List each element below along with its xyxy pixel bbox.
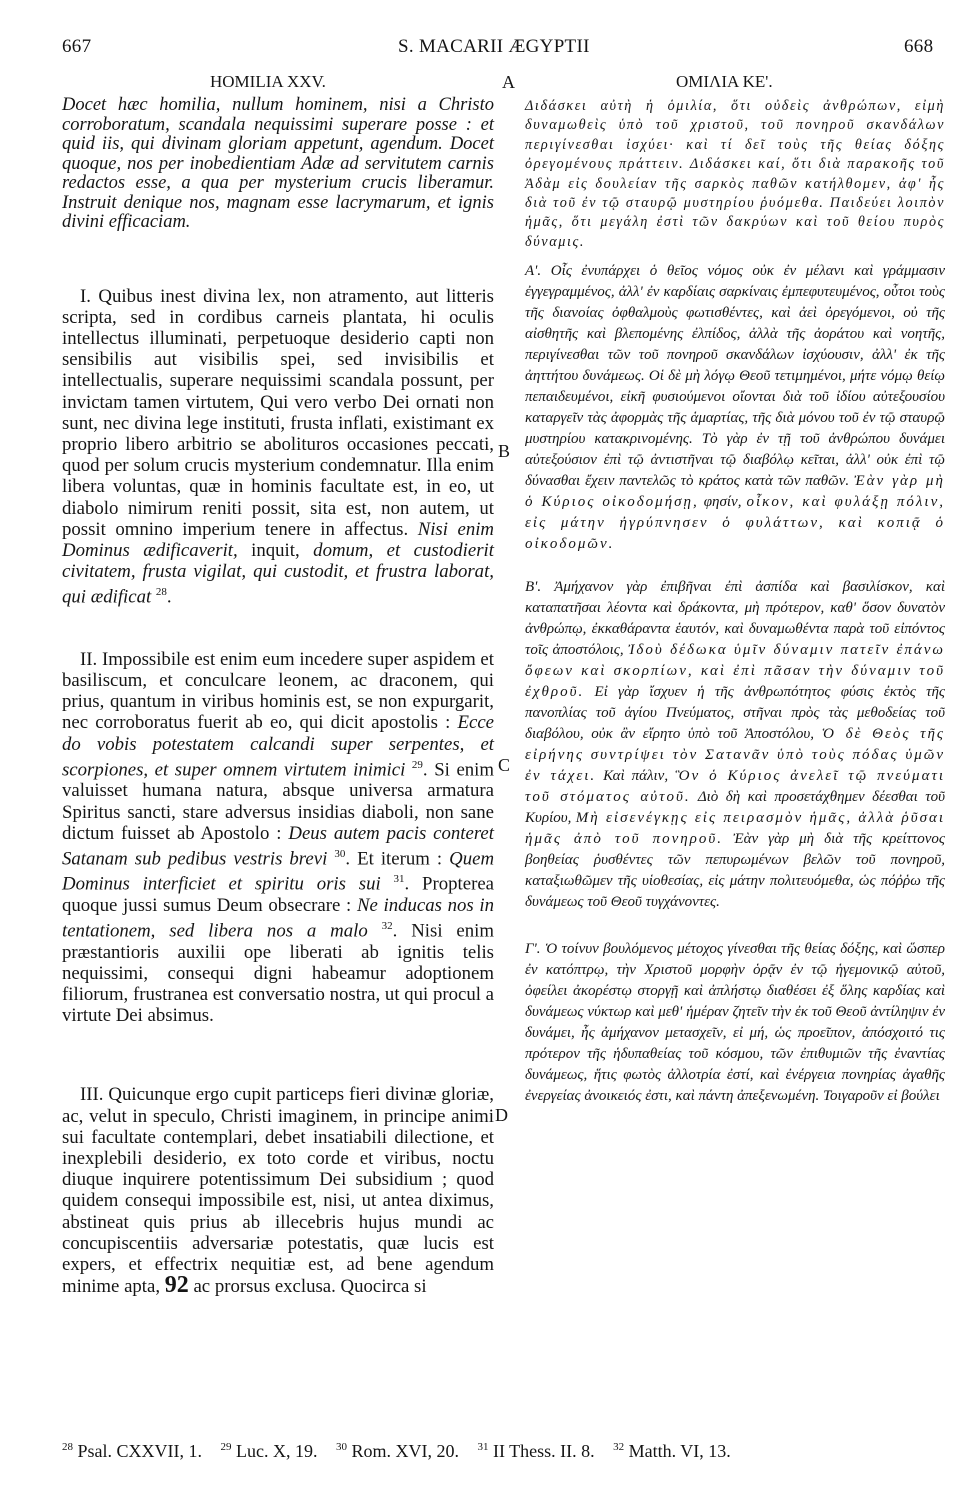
section-marker-b: B — [498, 441, 511, 461]
section-marker-d: D — [495, 1105, 508, 1125]
latin-paragraph-3 — [62, 1084, 494, 1297]
latin-paragraph-1 — [62, 286, 494, 608]
latin-p2-quote-b: Deus autem pacis conteret Satanam sub pedibus vestris brevi — [62, 822, 494, 870]
footnote-ref-30: 30 — [334, 847, 346, 860]
signature-mark: 92 — [164, 1272, 189, 1299]
right-page-number: 668 — [904, 36, 934, 57]
latin-p2-quote-a: Ecce do vobis potestatem calcandi super serpentes, et scorpiones, et super omnem virtutem inimici — [62, 712, 494, 781]
footnote-number: 31 — [477, 1441, 489, 1453]
greek-homily-title: ΟΜΙΛΙΑ ΚΕ'. — [676, 72, 773, 91]
greek-p2-text-a: Β'. Ἀμήχανον γὰρ ἐπιβῆναι ἐπὶ ἀσπίδα καὶ βασιλίσκον, καὶ καταπατῆσαι λέοντα καὶ δράκοντα, μὴ πρότερον, καθ' ὅσον δυνατὸν ἀνθρώπῳ, ἐκκαθάραντα ἑαυτόν, καὶ δυναμωθέντα παρὰ τοῦ εἰπόντος τοῖς ἀποστόλοις, — [525, 579, 945, 659]
section-marker-a: A — [502, 72, 515, 92]
latin-p2-text-a: II. Impossibile est enim eum incedere super aspidem et basiliscum, et conculcare leonem, ac draconem, qui prius, quantum in viribus hominis est, se non expurgarit, nec corroboratus fuerit ab eo, qui dicit apostolis : — [62, 648, 494, 734]
footnote-29 — [221, 1441, 318, 1461]
greek-p2-text-d: Διὸ δὴ καὶ προσετάχθημεν δέεσθαι τοῦ Κυρίου, — [525, 789, 945, 827]
latin-summary: Docet hæc homilia, nullum hominem, nisi a Christo corroboratum, scandala nequissimi superare posse : et quid iis, qui divinam gloriam appetunt, agendum. Docet quoque, nos per inobedientiam Adæ ad servitutem carnis redactos esse, a qua per mysterium crucis liberamur. Instruit denique nos, magnam esse lacrymarum, et ignis divini efficaciam. — [62, 95, 494, 232]
footnote-reference: Rom. XVI, 20. — [351, 1441, 459, 1461]
greek-p2-quote-a: Ἰδοὺ δέδωκα ὑμῖν δύναμιν πατεῖν ἐπάνω ὄφεων καὶ σκορπίων, καὶ ἐπὶ πᾶσαν τὴν δύναμιν τοῦ ἐχθροῦ. — [525, 642, 946, 701]
latin-p2-quote-c: Quem Dominus interficiet et spiritu oris sui — [62, 848, 495, 895]
greek-paragraph-2 — [525, 577, 945, 913]
latin-p2-text-b: . Si enim valuisset humana natura, absque universa armatura Spiritus sancti, stare adversus insidias diaboli, non sane dictum fuisset ab Apostolo : — [62, 759, 494, 844]
greek-paragraph-1 — [525, 261, 945, 555]
latin-column — [62, 96, 494, 1297]
latin-p3-text-a: III. Quicunque ergo cupit particeps fieri divinæ gloriæ, ac, velut in speculo, Christi imaginem, in principe animi sui facultate contemplari, debet insatiabili dilectione, et inexplebili desiderio, ex toto corde et viribus, noctu diuque inquirere potentissimum Dei subsidium ; quod quidem consequi impossibile est, nisi, ut antea diximus, abstineat quis prius ab illecebris hujus mundi ac concupiscentiis adversariæ potestatis, quæ lucis est expers, et effectrix nequitiæ est, ad bene agendum minime apta, — [62, 1084, 494, 1298]
footnote-ref-32: 32 — [381, 920, 393, 933]
footnote-number: 29 — [220, 1441, 232, 1453]
running-title: S. MACARII ÆGYPTII — [398, 36, 590, 57]
latin-p1-quote-b: domum, et custodierit civitatem, frusta vigilat, qui custodit, et frustra laborat, qui ædificat — [62, 539, 494, 608]
footnote-ref-29: 29 — [411, 758, 423, 771]
greek-p1-text-a: Α'. Οἷς ἐνυπάρχει ὁ θεῖος νόμος οὐκ ἐν μέλανι καὶ γράμμασιν ἐγγεγραμμένος, ἀλλ' ἐν καρδίαις σαρκίναις ἐμπεφυτευμένος, οὗτοι τοὺς τῆς διανοίας ὀφθαλμοὺς φωτισθέντες, καὶ ἀεὶ ὀρεγόμενοι, οὐ τῆς αἰσθητῆς καὶ βλεπομένης ἐλπίδος, ἀλλὰ τῆς ἀοράτου καὶ νοητῆς, περιγίνεσθαι τῶν τοῦ πονηροῦ σκανδάλων ἰσχύουσιν, ἀλλ' ἐκ τῆς ἀηττήτου δυνάμεως. Οἱ δὲ μὴ λόγῳ Θεοῦ τετιμημένοι, μήτε νόμῳ θείῳ πεπαιδευμένοι, εἰκῆ φυσιούμενοι οἴονται διὰ τοῦ ἰδίου αὐτεξουσίου καταργεῖν τὰς ἀφορμὰς τῆς ἁμαρτίας, τῆς διὰ μόνου τοῦ ἐν τῷ σταυρῷ μυστηρίου κατακρινομένης. Τὸ γὰρ ἐν τῇ τοῦ ἀνθρώπου δυνάμει αὐτεξούσιον ἐπὶ τῷ ἀντιστῆναι τῷ διαβόλῳ κεῖται, ἀλλ' οὐκ ἐπὶ τῷ δύνασθαι ἔχειν παντελῶς τὸ κράτος κατὰ τῶν παθῶν. — [525, 263, 945, 490]
footnote-number: 32 — [613, 1441, 625, 1453]
greek-column — [525, 97, 945, 1107]
greek-p2-quote-c: Ὃν ὁ Κύριος ἀνελεῖ τῷ πνεύματι τοῦ στόματος αὐτοῦ. — [525, 768, 945, 806]
greek-p2-quote-d: Μὴ εἰσενέγκῃς εἰς πειρασμὸν ἡμᾶς, ἀλλὰ ῥῦσαι ἡμᾶς ἀπὸ τοῦ πονηροῦ. — [525, 810, 946, 848]
greek-p2-text-c: Καὶ πάλιν, — [603, 768, 669, 785]
latin-p2-text-e: . Nisi enim præstantioris auxilii ope liberati ab ignitis telis nequissimi, consequi digni habeamur adoptionem filiorum, frustranea est conversatio nostra, ut qui procul a virtute Dei absimus. — [62, 920, 494, 1027]
latin-p1-quote-a: Nisi enim Dominus ædificaverit, — [62, 518, 494, 561]
left-page-number: 667 — [62, 36, 92, 57]
section-marker-c: C — [498, 755, 511, 775]
greek-p2-text-b: Εἰ γὰρ ἴσχυεν ἡ τῆς ἀνθρωπότητος φύσις ἐκτὸς τῆς πανοπλίας τοῦ ἁγίου Πνεύματος, στῆναι πρὸς τὰς μεθοδείας τοῦ διαβόλου, οὐκ ἂν εἴρητο ὑπὸ τοῦ Ἀποστόλου, — [525, 684, 945, 743]
latin-p1-text-b: inquit, — [251, 539, 300, 561]
footnote-32 — [613, 1441, 731, 1461]
latin-p3-text-b: ac prorsus exclusa. Quocirca si — [193, 1276, 427, 1298]
greek-p1-quote-a: Ἐὰν γὰρ μὴ ὁ Κύριος οἰκοδομήσῃ, — [525, 473, 945, 511]
greek-p3-text: Γ'. Ὁ τοίνυν βουλόμενος μέτοχος γίνεσθαι τῆς θείας δόξης, καὶ ὥσπερ ἐν κατόπτρῳ, τὴν Χριστοῦ μορφὴν ὁρᾷν ἐν τῷ ἡγεμονικῷ αὐτοῦ, ὀφείλει ἀκορέστῳ στοργῇ καὶ ἀπλήστῳ διαθέσει ἐξ ὅλης καρδίας καὶ δυνάμεως νύκτωρ καὶ μεθ' ἡμέραν ζητεῖν τὴν ἐκ τοῦ Θεοῦ ἀντίληψιν ἐν δυνάμει, ἧς ἀμήχανον μετασχεῖν, εἰ μή, ὡς προεῖπον, ἀπόσχοιτό τις πρότερον τῆς ἡδυπαθείας τοῦ κόσμου, τῶν ἐπιθυμιῶν τῆς ἐναντίας δυνάμεως, ἥτις φωτὸς ἀλλοτρία ἐστί, καὶ ἐνέργεια πονηρίας ἀγαθῆς ἐνεργείας ἀνοικειός ἐστι, καὶ πάντη ἀπεξενωμένη. Τοιγαροῦν εἰ βούλει — [525, 941, 945, 1105]
footnotes — [62, 1441, 942, 1462]
greek-summary: Διδάσκει αὐτὴ ἡ ὁμιλία, ὅτι οὐδεὶς ἀνθρώπων, εἰμὴ δυναμωθεὶς ὑπὸ τοῦ χριστοῦ, τοῦ πονηροῦ σκανδάλων περιγίνεσθαι ἰσχύει· καὶ τί δεῖ τοὺς τῆς θείας δόξης ὀρεγομένους πράττειν. Διδάσκει καί, ὅτι διὰ παρακοῆς τοῦ Ἀδὰμ εἰς δουλείαν τῆς σαρκὸς παθῶν κατήλθομεν, ἀφ' ἧς διὰ τοῦ ἐν τῷ σταυρῷ μυστηρίου ῥυόμεθα. Παιδεύει λοιπὸν ἡμᾶς, ὅτι μεγάλη ἐστὶ τῶν δακρύων καὶ τοῦ θείου πυρὸς δύναμις. — [525, 98, 945, 250]
footnote-number: 30 — [335, 1441, 347, 1453]
greek-p2-text-e: Ἐὰν γὰρ μὴ διὰ τῆς κρείττονος βοηθείας ῥυσθέντες τῶν πεπυρωμένων βελῶν τοῦ πονηροῦ, καταξιωθῶμεν τῆς υἱοθεσίας, εἰς μάτην πολιτευόμεθα, ὡς πόῤῥω τῆς δυνάμεως τοῦ Θεοῦ τυγχάνοντες. — [525, 831, 945, 911]
footnote-30 — [336, 1441, 459, 1461]
footnote-31 — [477, 1441, 594, 1461]
footnote-ref-28: 28 — [155, 586, 167, 599]
footnote-number: 28 — [62, 1441, 73, 1453]
footnote-reference: Luc. X, 19. — [236, 1441, 318, 1461]
footnote-reference: Matth. VI, 13. — [628, 1441, 731, 1461]
greek-p1-quote-b: οἶκον, καὶ φυλάξῃ πόλιν, εἰς μάτην ἠγρύπνησεν ὁ φυλάττων, καὶ κοπιᾷ ὁ οἰκοδομῶν. — [525, 494, 945, 553]
latin-p1-end: . — [166, 586, 172, 608]
latin-homily-title: HOMILIA XXV. — [210, 72, 326, 91]
footnote-reference: Psal. CXXVII, 1. — [77, 1441, 202, 1461]
latin-p2-text-d: . Propterea quoque jussi sumus Deum obsecrare : — [62, 873, 494, 916]
footnote-reference: II Thess. II. 8. — [492, 1441, 595, 1461]
latin-p1-text: I. Quibus inest divina lex, non atramento, aut litteris scripta, sed in cordibus carneis plantata, hi oculis intellectus illuminati, perpetuoque desiderio capti non sensibilis aut visibilis spei, sed invisibilis et intellectualis, superare nequissimi scandala possunt, per invictam tamen virtutem, Qui vero verbo Dei ornati non sunt, nec divina lege instituti, frusta inflati, existimant ex proprio libero arbitrio se abolituros occasiones peccati, quod per solum crucis mysterium condemnatur. Illa enim libera voluntas, quæ in hominis facultate est, in eo, ut diabolo nimirum reniti possit, sita est, non autem, ut possit omnino imperium tenere in affectus. — [62, 285, 494, 540]
greek-p2-quote-b: Ὁ δὲ Θεὸς τῆς εἰρήνης συντρίψει τὸν Σατανᾶν ὑπὸ τοὺς πόδας ὑμῶν ἐν τάχει. — [525, 726, 945, 785]
greek-p1-text-c: φησίν, — [703, 494, 742, 511]
footnote-ref-31: 31 — [393, 873, 405, 886]
latin-paragraph-2 — [62, 649, 494, 1027]
latin-p2-quote-d: Ne inducas nos in tentationem, sed libera nos a malo — [62, 894, 495, 942]
latin-p2-text-c: . Et iterum : — [345, 848, 443, 870]
greek-paragraph-3 — [525, 939, 945, 1107]
footnote-28 — [62, 1441, 202, 1461]
